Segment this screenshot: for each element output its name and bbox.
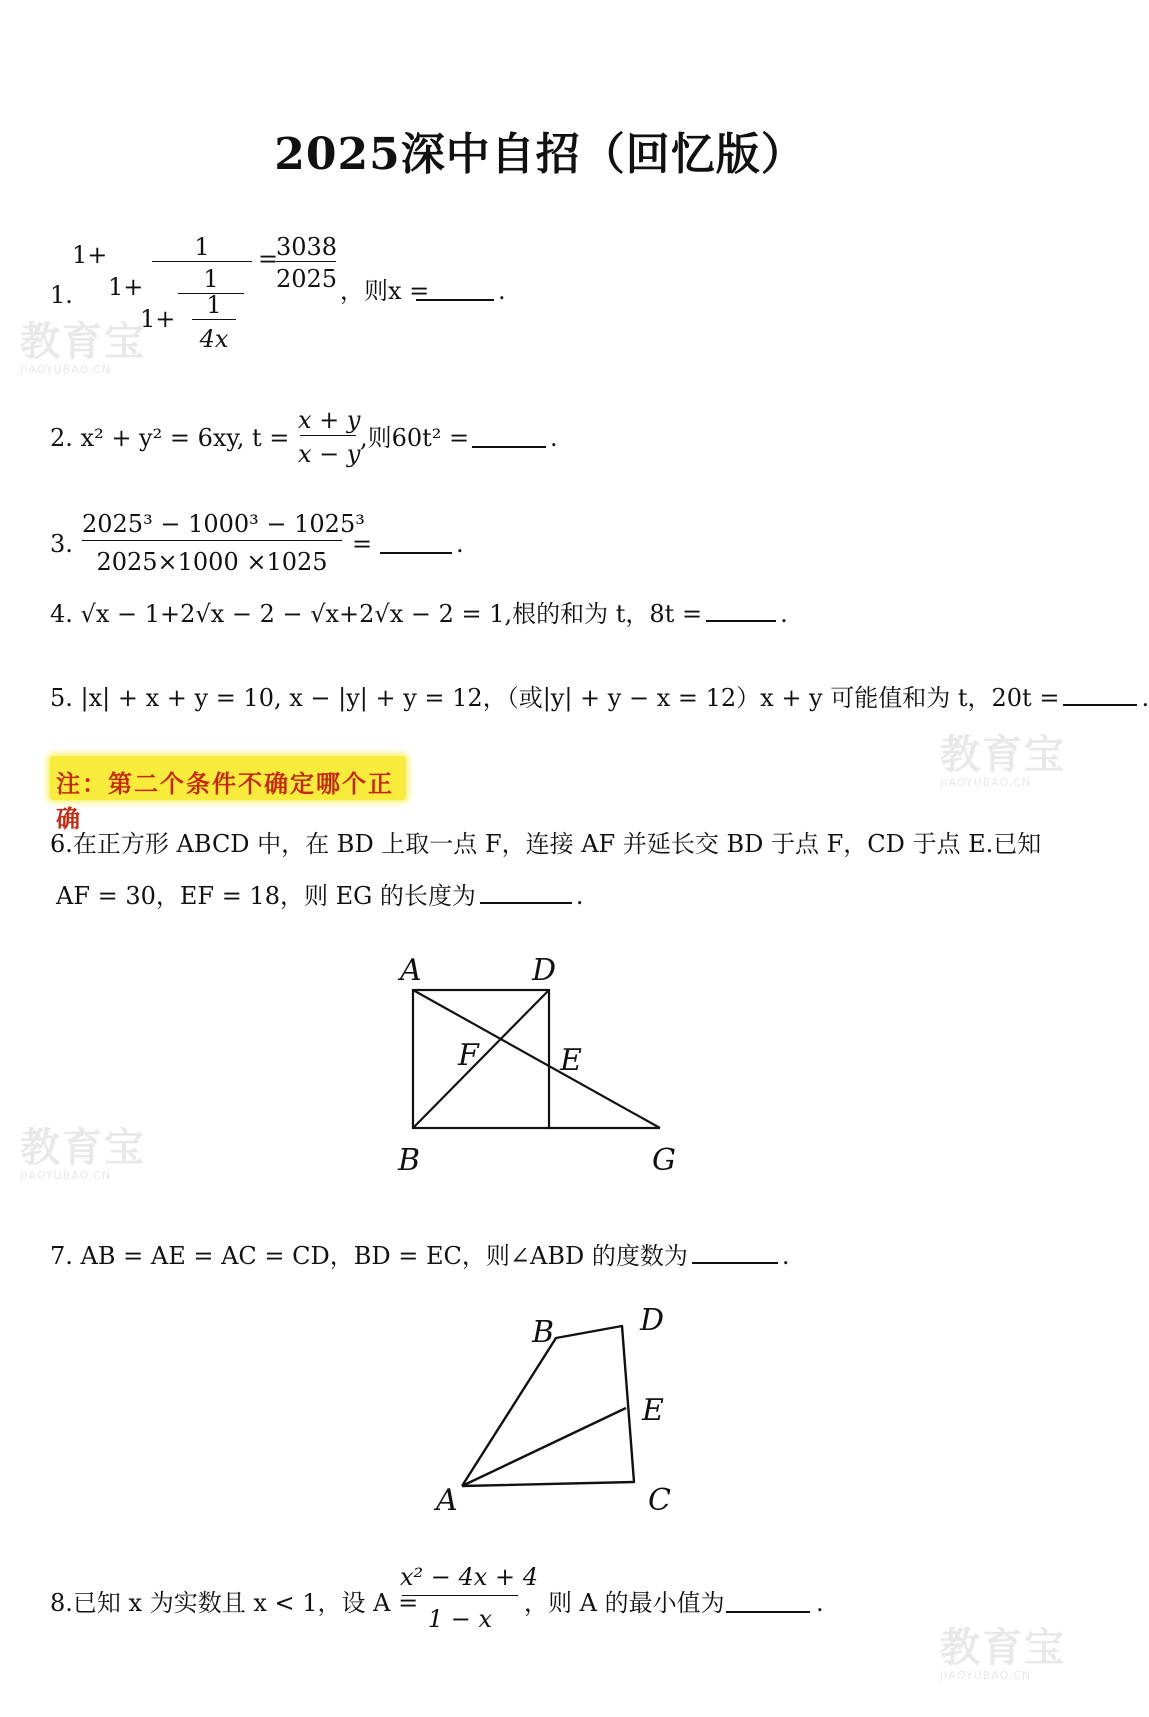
watermark-logo: 教育宝 JIAOYUBAO.CN xyxy=(940,1625,1066,1682)
label-d: D xyxy=(532,953,557,988)
label-e: E xyxy=(642,1393,664,1428)
diagonal-bd xyxy=(413,990,549,1128)
label-c: C xyxy=(648,1483,671,1518)
label-b: B xyxy=(532,1315,555,1350)
watermark-logo: 教育宝 JIAOYUBAO.CN xyxy=(940,732,1066,789)
label-a: A xyxy=(436,1483,458,1518)
label-a: A xyxy=(400,953,422,988)
watermark-logo: 教育宝 JIAOYUBAO.CN xyxy=(20,319,146,376)
quadrilateral-abdc xyxy=(462,1326,634,1486)
question-6-line-1: 6.在正方形 ABCD 中，在 BD 上取一点 F，连接 AF 并延长交 BD 于点 F，CD 于点 E.已知 xyxy=(50,830,1042,858)
question-6-line-2: AF = 30，EF = 18，则 EG 的长度为 . xyxy=(56,882,584,910)
label-e: E xyxy=(560,1043,582,1078)
label-d: D xyxy=(640,1303,665,1338)
figure-7-quadrilateral xyxy=(420,1296,700,1526)
figure-6-square-diagram xyxy=(380,940,700,1180)
label-b: B xyxy=(398,1143,421,1178)
question-7: 7. AB = AE = AC = CD，BD = EC，则∠ABD 的度数为 . xyxy=(50,1242,790,1270)
label-f: F xyxy=(458,1038,479,1073)
question-4: 4. √x − 1+2√x − 2 − √x+2√x − 2 = 1,根的和为 t，8t = . xyxy=(50,600,788,628)
line-ag xyxy=(413,990,660,1128)
question-5: 5. |x| + x + y = 10, x − |y| + y = 12，（或|y| + y − x = 12）x + y 可能值和为 t，20t = . xyxy=(50,684,1149,712)
watermark-logo: 教育宝 JIAOYUBAO.CN xyxy=(20,1125,146,1182)
page-title: 2025深中自招（回忆版） xyxy=(274,129,806,180)
note-highlight: 注：第二个条件不确定哪个正确 xyxy=(50,756,406,800)
label-g: G xyxy=(652,1143,676,1178)
